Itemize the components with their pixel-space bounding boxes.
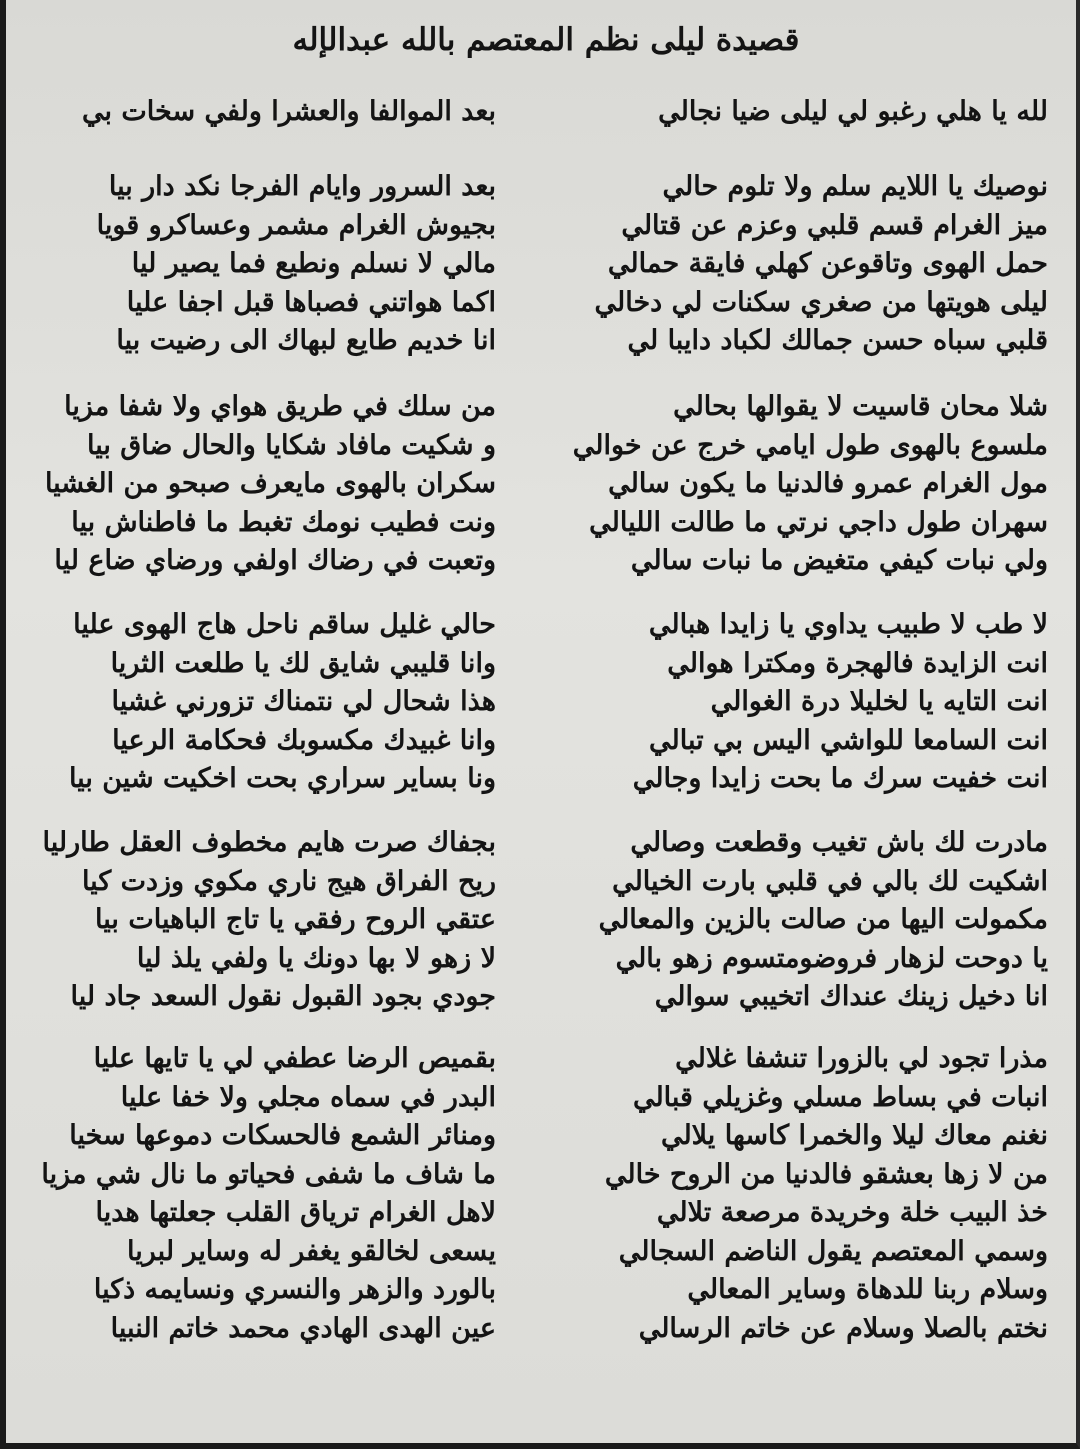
verse: انت الزايدة فالهجرة ومكترا هوالي — [667, 647, 1048, 679]
verse: بجفاك صرت هايم مخطوف العقل طارليا — [42, 827, 496, 858]
left-stanza-3 — [16, 606, 496, 799]
verse: نختم بالصلا وسلام عن خاتم الرسالي — [638, 1312, 1048, 1344]
verse: عين الهدى الهادي محمد خاتم النبيا — [110, 1312, 496, 1344]
poem-title: قصيدة ليلى نظم المعتصم بالله عبدالإله — [292, 22, 800, 58]
verse: جودي بجود القبول نقول السعد جاد ليا — [70, 981, 496, 1012]
left-stanza-5 — [16, 1040, 496, 1348]
verse: شلا محان قاسيت لا يقوالها بحالي — [673, 391, 1048, 422]
verse: عتقي الروح رفقي يا تاج الباهيات بيا — [95, 904, 496, 935]
left-stanza-4 — [16, 824, 496, 1017]
verse: و شكيت مافاد شكايا والحال ضاق بيا — [86, 429, 496, 461]
verse: لاهل الغرام ترياق القلب جعلتها هديا — [95, 1197, 496, 1228]
verse: ولي نبات كيفي متغيض ما نبات سالي — [630, 545, 1048, 576]
verse: انبات في بساط مسلي وغزيلي قبالي — [632, 1081, 1048, 1113]
verse: يا دوحت لزهار فروضومتسوم زهو بالي — [615, 942, 1048, 974]
verse: انا خديم طايع لبهاك الى رضيت بيا — [116, 325, 496, 356]
right-stanza-4 — [568, 824, 1048, 1017]
right-stanza-2 — [568, 388, 1048, 581]
verse: بالورد والزهر والنسري ونسايمه ذكيا — [93, 1274, 496, 1305]
verse: ملسوع بالهوى طول ايامي خرج عن خوالي — [572, 429, 1048, 461]
verse: ما شاف ما شفى فحياتو ما نال شي مزيا — [41, 1158, 496, 1190]
verse: يسعى لخالقو يغفر له وساير لبريا — [127, 1235, 496, 1267]
verse: حالي غليل ساقم ناحل هاج الهوى عليا — [73, 609, 496, 640]
right-stanza-1 — [568, 168, 1048, 361]
verse: ليلى هويتها من صغري سكنات لي دخالي — [594, 286, 1048, 318]
right-stanza-3 — [568, 606, 1048, 799]
verse: ومنائر الشمع فالحسكات دموعها سخيا — [69, 1120, 496, 1151]
verse: سكران بالهوى مايعرف صبحو من الغشيا — [44, 468, 496, 499]
verse: لا زهو لا بها دونك يا ولفي يلذ ليا — [136, 942, 496, 974]
verse: ونا بساير سراري بحت اخكيت شين بيا — [68, 763, 496, 794]
verse: مول الغرام عمرو فالدنيا ما يكون سالي — [608, 468, 1048, 499]
verse: بقميص الرضا عطفي لي يا تايها عليا — [93, 1043, 496, 1074]
verse: حمل الهوى وتاقوعن كهلي فايقة حمالي — [607, 248, 1048, 279]
verse: مكمولت اليها من صالت بالزين والمعالي — [598, 904, 1048, 935]
verse: وسلام ربنا للدهاة وساير المعالي — [687, 1274, 1048, 1305]
verse: ريح الفراق هيج ناري مكوي وزدت كيا — [81, 865, 496, 897]
verse: وانا غبيدك مكسوبك فحكامة الرعيا — [112, 724, 496, 756]
verse: اكما هواتني فصباها قبل اجفا عليا — [126, 286, 496, 318]
verse: انت التايه يا لخليلا درة الغوالي — [710, 686, 1048, 717]
verse: قلبي سباه حسن جمالك لكباد دايبا لي — [627, 325, 1048, 356]
left-stanza-1 — [16, 168, 496, 361]
verse: مذرا تجود لي بالزورا تنشفا غلالي — [675, 1043, 1048, 1074]
verse: لا طب لا طبيب يداوي يا زايدا هبالي — [648, 609, 1048, 640]
verse: ميز الغرام قسم قلبي وعزم عن قتالي — [621, 209, 1048, 241]
verse: سهران طول داجي نرتي ما طالت الليالي — [589, 506, 1048, 538]
verse: مادرت لك باش تغيب وقطعت وصالي — [630, 827, 1048, 858]
verse: من سلك في طريق هواي ولا شفا مزيا — [64, 391, 496, 422]
left-header-verse: بعد الموالفا والعشرا ولفي سخات بي — [81, 96, 496, 127]
right-stanza-5 — [568, 1040, 1048, 1348]
right-header-verse: لله يا هلي رغبو لي ليلى ضيا نجالي — [658, 96, 1048, 127]
verse: البدر في سماه مجلي ولا خفا عليا — [120, 1081, 496, 1113]
verse: نغنم معاك ليلا والخمرا كاسها يلالي — [660, 1120, 1048, 1151]
left-stanza-2 — [16, 388, 496, 581]
verse: وسمي المعتصم يقول الناضم السجالي — [618, 1235, 1048, 1267]
verse: خذ البيب خلة وخريدة مرصعة تلالي — [656, 1197, 1048, 1228]
verse: بعد السرور وايام الفرجا نكد دار بيا — [108, 171, 496, 202]
verse: هذا شحال لي نتمناك تزورني غشيا — [111, 686, 496, 717]
verse: ونت فطيب نومك تغبط ما فاطناش بيا — [71, 506, 496, 538]
verse: بجيوش الغرام مشمر وعساكرو قويا — [96, 209, 496, 241]
verse: انت السامعا للواشي اليس بي تبالي — [649, 724, 1048, 756]
verse: انا دخيل زينك عنداك اتخيبي سوالي — [654, 981, 1048, 1012]
verse: اشكيت لك بالي في قلبي بارت الخيالي — [612, 865, 1048, 897]
verse: مالي لا نسلم ونطيع فما يصير ليا — [131, 248, 496, 279]
verse: نوصيك يا اللايم سلم ولا تلوم حالي — [662, 171, 1048, 202]
verse: وانا قليبي شايق لك يا طلعت الثريا — [110, 647, 496, 679]
verse: من لا زها بعشقو فالدنيا من الروح خالي — [604, 1158, 1048, 1190]
verse: وتعبت في رضاك اولفي ورضاي ضاع ليا — [54, 545, 496, 576]
verse: انت خفيت سرك ما بحت زايدا وجالي — [632, 763, 1048, 794]
